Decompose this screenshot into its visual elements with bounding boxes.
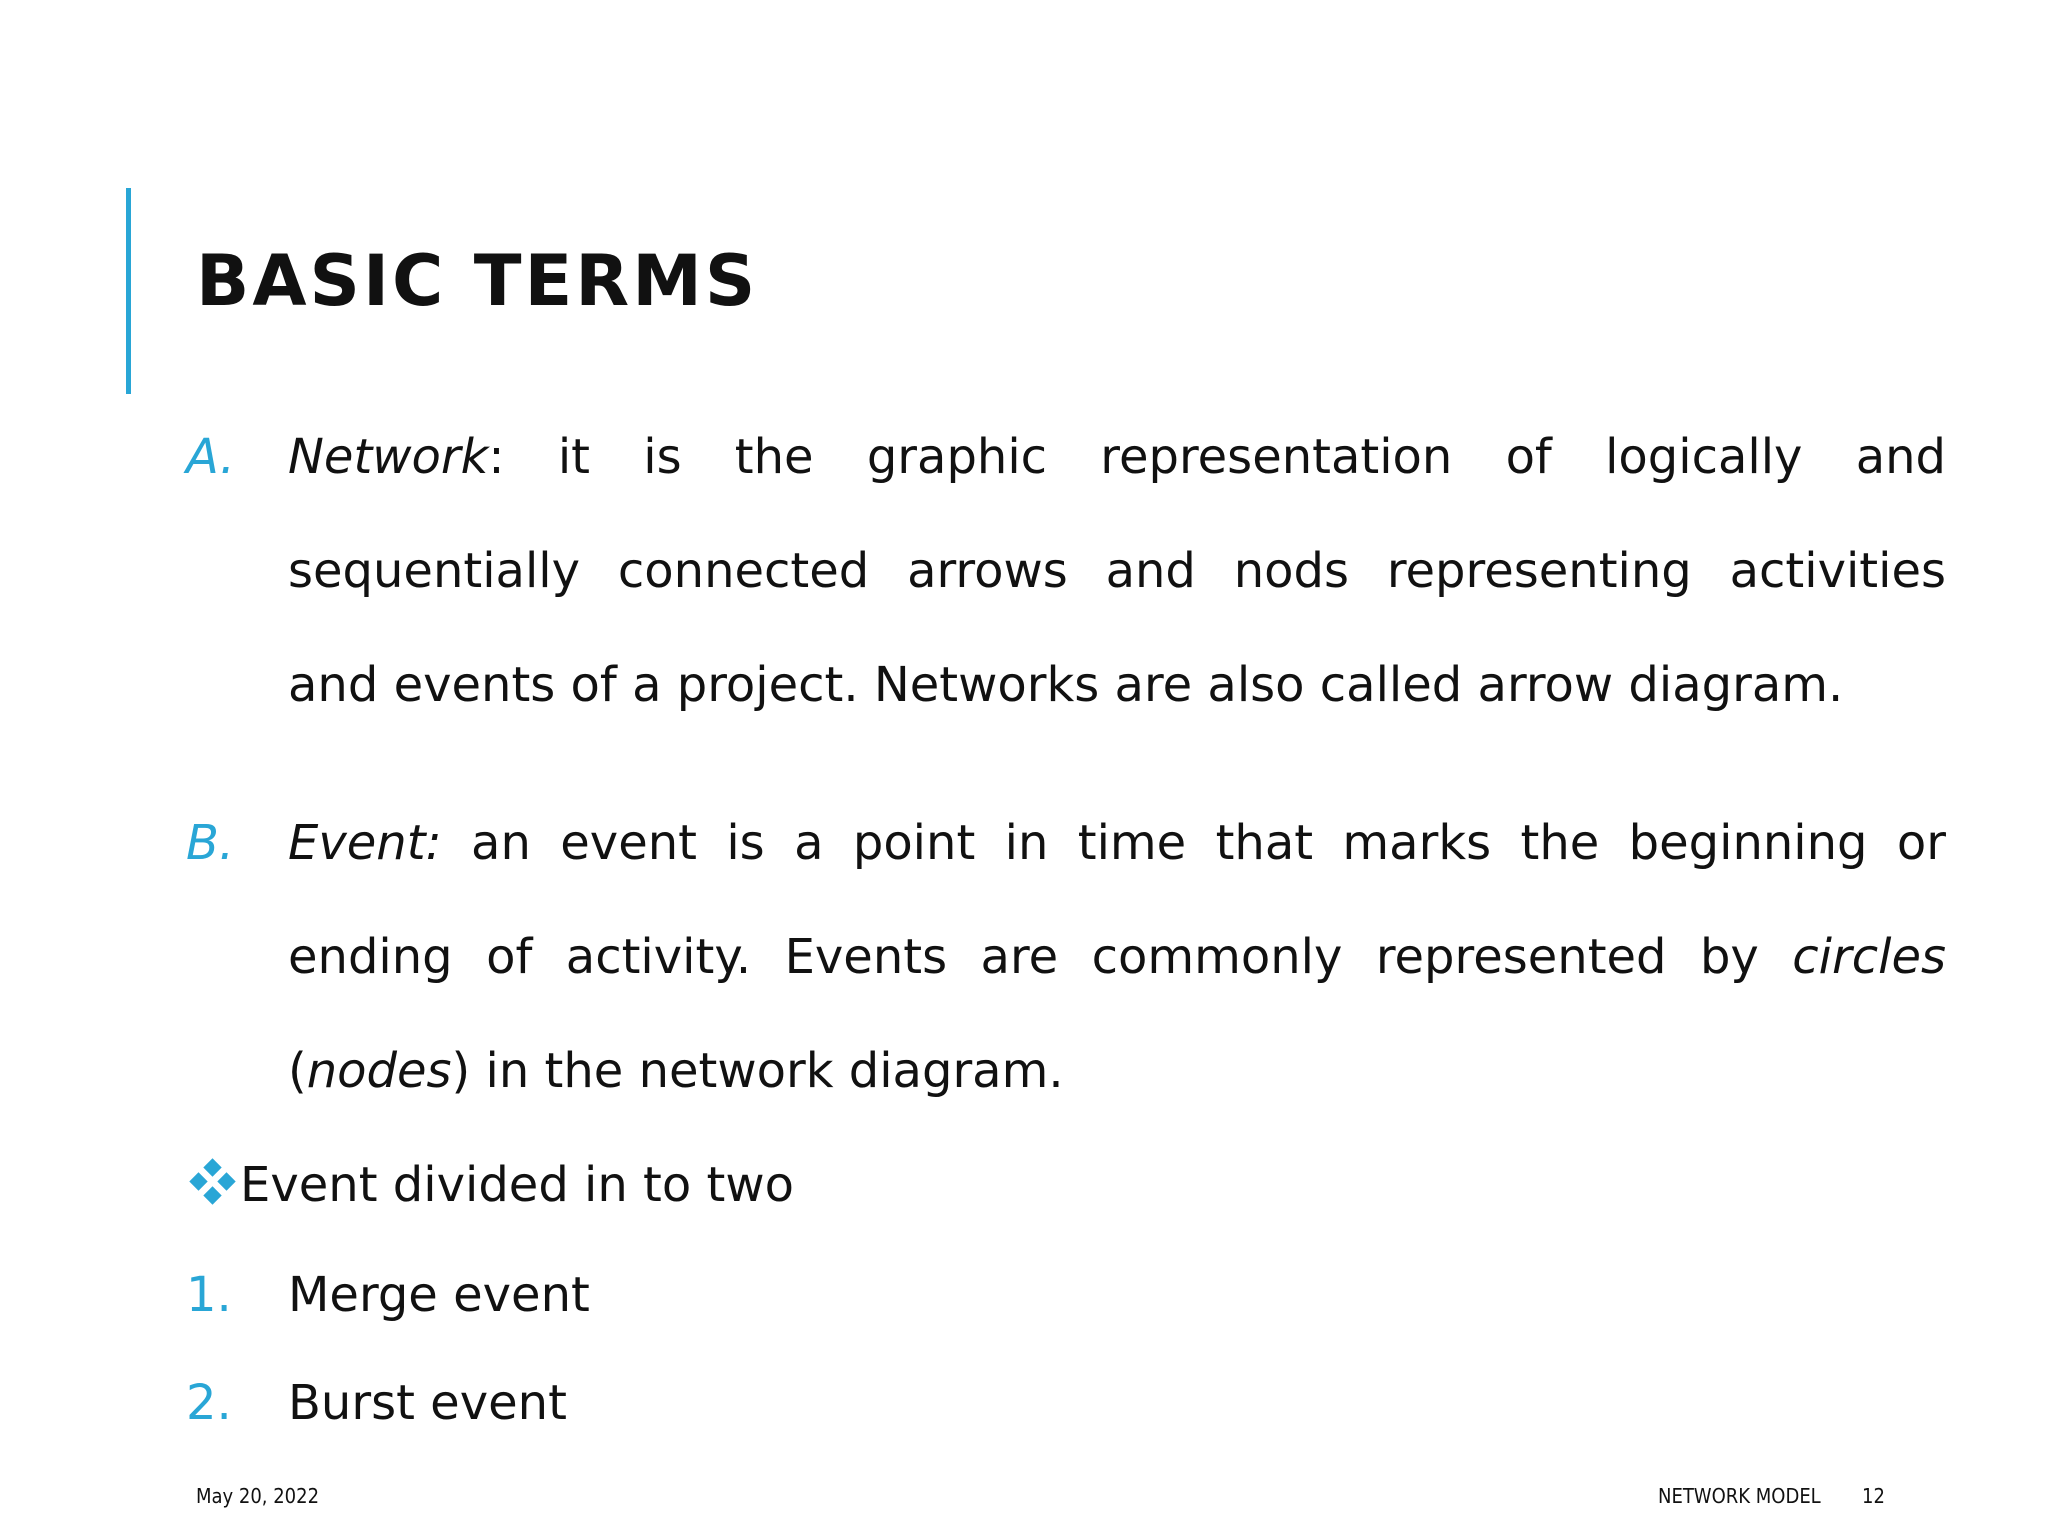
title-accent-bar [126, 188, 131, 394]
definition-event-line-2: ending of activity. Events are commonly represented by circles [288, 929, 1946, 985]
list-marker-b: B. [186, 815, 235, 871]
list-number-2: 2. [186, 1375, 232, 1431]
definition-event-line-3: (nodes) in the network diagram. [288, 1043, 1064, 1099]
term-event: Event: [288, 815, 442, 871]
term-nodes: nodes [306, 1043, 452, 1099]
definition-event-line-1: Event: an event is a point in time that marks the beginning or [288, 815, 1946, 871]
footer-section: NETWORK MODEL [1658, 1484, 1821, 1508]
list-item-merge-event [186, 1260, 590, 1330]
list-item-text: Merge event [288, 1267, 590, 1323]
definition-network-line-3: and events of a project. Networks are also called arrow diagram. [288, 657, 1844, 713]
list-number-1: 1. [186, 1267, 232, 1323]
footer-date: May 20, 2022 [196, 1484, 320, 1508]
list-item-burst-event [186, 1368, 567, 1438]
list-marker-a: A. [186, 429, 235, 485]
definition-network [186, 400, 1946, 742]
definition-event [186, 786, 1946, 1128]
bullet-text: Event divided in to two [240, 1157, 794, 1213]
list-item-text: Burst event [288, 1375, 567, 1431]
diamond-cluster-icon [190, 1159, 236, 1205]
term-circles: circles [1792, 929, 1946, 985]
slide-title: BASIC TERMS [196, 240, 759, 322]
slide-number: 12 [1862, 1484, 1885, 1508]
bullet-event-divided [190, 1150, 794, 1220]
definition-network-text [288, 400, 1946, 742]
definition-network-line-1: Network: it is the graphic representation of logically and [288, 429, 1946, 485]
definition-event-text [288, 786, 1946, 1128]
term-network: Network [288, 429, 489, 485]
definition-network-line-2: sequentially connected arrows and nods representing activities [288, 543, 1946, 599]
